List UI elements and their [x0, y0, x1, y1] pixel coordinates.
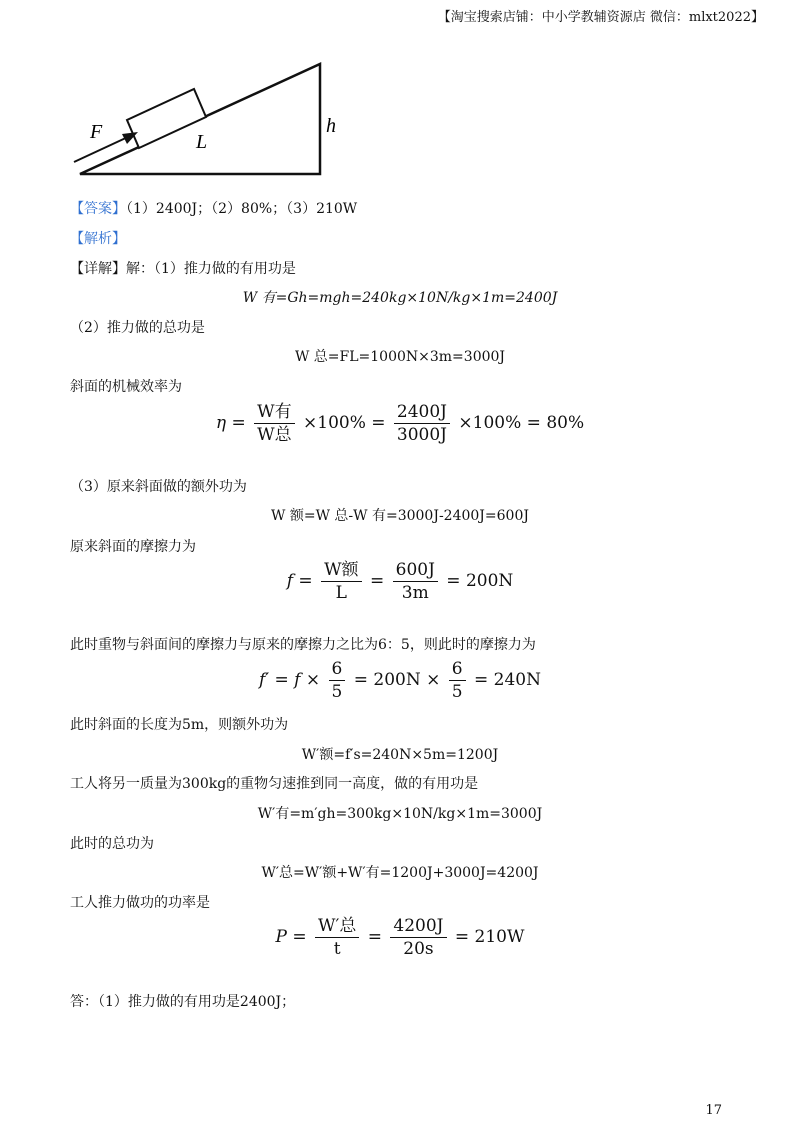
equation-useful-work: W 有=Gh=mgh=240kg×10N/kg×1m=2400J: [242, 290, 558, 306]
equation-total-work: W 总=FL=1000N×3m=3000J: [294, 349, 506, 365]
fraction: $\frac{\text{W有}}{\text{W总}}$: [254, 402, 294, 445]
answer-line: [70, 198, 357, 218]
paragraph-power: 工人推力做功的功率是: [70, 895, 210, 911]
fraction: $\frac{600J}{3m}$: [393, 560, 438, 603]
label-F: F: [90, 121, 103, 143]
paragraph-new-mass: 工人将另一质量为300kg的重物匀速推到同一高度，做的有用功是: [70, 776, 479, 792]
analysis-tag: 【解析】: [70, 231, 126, 247]
paragraph-new-length: 此时斜面的长度为5m，则额外功为: [70, 717, 289, 733]
fraction: $\frac{\text{W′总}}{t}$: [315, 916, 359, 959]
paragraph-friction: 原来斜面的摩擦力为: [70, 539, 196, 555]
fraction: $\frac{6}{5}$: [329, 659, 346, 702]
fraction: $\frac{\text{W额}}{L}$: [321, 560, 361, 603]
answer-text: （1）2400J；（2）80%；（3）210W: [126, 201, 358, 217]
paragraph-efficiency: 斜面的机械效率为: [70, 379, 182, 395]
page-number: 17: [705, 1103, 722, 1118]
label-h: h: [326, 115, 336, 137]
fraction: $\frac{6}{5}$: [449, 659, 466, 702]
equation-friction: f = $\frac{\text{W额}}{L}$ = $\frac{600J}{3m}$ = 200N: [286, 560, 514, 603]
fraction: $\frac{4200J}{20s}$: [390, 916, 446, 959]
paragraph-total-work: （2）推力做的总功是: [70, 320, 205, 336]
detail-intro: 【详解】解：（1）推力做的有用功是: [70, 261, 296, 277]
paragraph-extra-work: （3）原来斜面做的额外功为: [70, 479, 247, 495]
equation-extra-work: W 额=W 总-W 有=3000J-2400J=600J: [271, 508, 529, 524]
label-L: L: [196, 131, 208, 153]
answer-tag: 【答案】: [70, 201, 126, 217]
equation-efficiency: η = $\frac{\text{W有}}{\text{W总}}$ ×100% = $\frac{2400J}{3000J}$ ×100% = 80%: [215, 402, 585, 445]
paragraph-friction-ratio: 此时重物与斜面间的摩擦力与原来的摩擦力之比为6：5，则此时的摩擦力为: [70, 637, 536, 653]
equation-new-friction: f′ = f × $\frac{6}{5}$ = 200N × $\frac{6}{5}$ = 240N: [258, 659, 542, 702]
equation-power: P = $\frac{\text{W′总}}{t}$ = $\frac{4200J}{20s}$ = 210W: [275, 916, 525, 959]
equation-new-total-work: W′总=W′额+W′有=1200J+3000J=4200J: [261, 865, 539, 881]
equation-new-extra-work: W′额=f′s=240N×5m=1200J: [301, 747, 499, 763]
incline-diagram: [70, 60, 336, 180]
equation-new-useful-work: W′有=m′gh=300kg×10N/kg×1m=3000J: [257, 806, 543, 822]
paragraph-new-total: 此时的总功为: [70, 836, 154, 852]
fraction: $\frac{2400J}{3000J}$: [394, 402, 450, 445]
final-answer: 答：（1）推力做的有用功是2400J；: [70, 994, 296, 1010]
block-box: [127, 89, 206, 148]
page-header: 【淘宝搜索店铺：中小学教辅资源店 微信：mlxt2022】: [437, 10, 764, 25]
